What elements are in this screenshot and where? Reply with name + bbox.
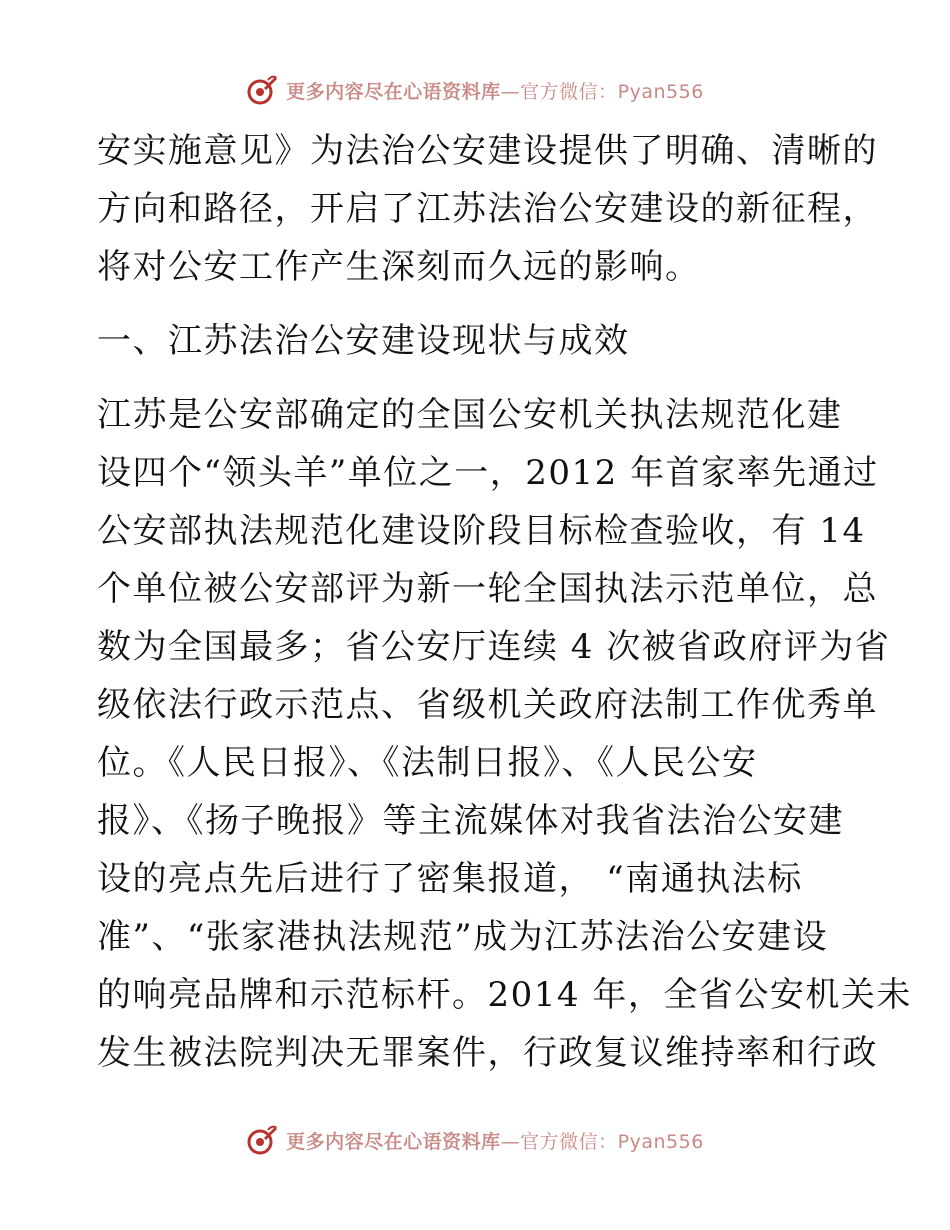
text-line: 公安部执法规范化建设阶段目标检查验收，有 14 xyxy=(97,511,866,551)
text-line: 江苏是公安部确定的全国公安机关执法规范化建 xyxy=(97,395,843,435)
paragraph-gap xyxy=(97,370,867,386)
text-line: 级依法行政示范点、省级机关政府法制工作优秀单 xyxy=(97,685,878,725)
text-line: 的响亮品牌和示范标杆。2014 年，全省公安机关未 xyxy=(97,975,912,1015)
text-line: 设的亮点先后进行了密集报道， “南通执法标 xyxy=(97,859,803,899)
footer-banner-wechat: 官方微信：Pyan556 xyxy=(520,1130,704,1153)
text-line: 设四个“领头羊”单位之一，2012 年首家率先通过 xyxy=(97,453,879,493)
text-line: 数为全国最多；省公安厅连续 4 次被省政府评为省 xyxy=(97,627,891,667)
text-line: 将对公安工作产生深刻而久远的影响。 xyxy=(97,247,701,287)
footer-banner-dash: — xyxy=(500,1130,521,1153)
text-line: 安实施意见》为法治公安建设提供了明确、清晰的 xyxy=(97,131,878,171)
text-line: 方向和路径，开启了江苏法治公安建设的新征程， xyxy=(97,189,878,229)
text-line: 发生被法院判决无罪案件，行政复议维持率和行政 xyxy=(97,1033,878,1073)
document-body xyxy=(97,122,912,1082)
text-line: 位。《人民日报》、《法制日报》、《人民公安 xyxy=(97,743,758,783)
footer-banner-main: 更多内容尽在心语资料库 xyxy=(286,1130,501,1153)
text-line: 报》、《扬子晚报》等主流媒体对我省法治公安建 xyxy=(97,801,844,841)
section-heading: 一、江苏法治公安建设现状与成效 xyxy=(97,321,630,361)
text-line: 个单位被公安部评为新一轮全国执法示范单位，总 xyxy=(97,569,878,609)
header-banner-wechat: 官方微信：Pyan556 xyxy=(520,80,704,103)
header-banner-main: 更多内容尽在心语资料库 xyxy=(286,80,501,103)
text-line: 准”、“张家港执法规范”成为江苏法治公安建设 xyxy=(97,917,829,957)
footer-banner xyxy=(0,1120,950,1160)
footer-banner-text xyxy=(286,1127,704,1154)
header-banner-dash: — xyxy=(500,80,521,103)
header-banner-text xyxy=(286,77,704,104)
pen-circle-logo-icon xyxy=(246,1124,278,1156)
pen-circle-logo-icon xyxy=(246,74,278,106)
header-banner xyxy=(0,70,950,110)
paragraph-gap xyxy=(97,296,867,312)
